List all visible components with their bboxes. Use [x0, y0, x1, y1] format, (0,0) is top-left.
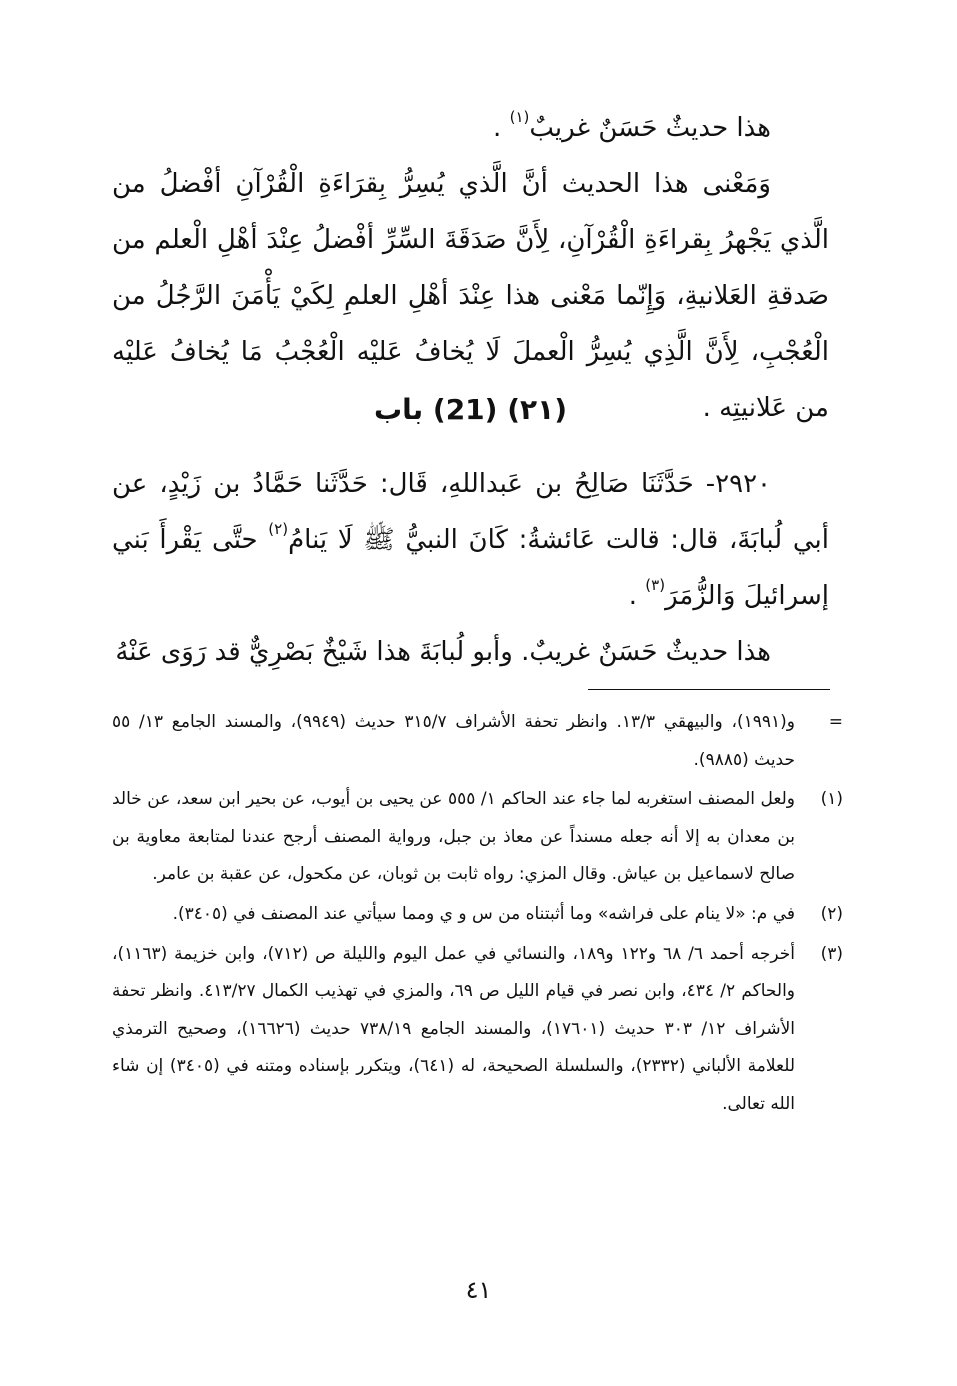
- footnote-text: في م: «لا ينام على فراشه» وما أثبتناه من س و ي ومما سيأتي عند المصنف في (٣٤٠٥).: [172, 903, 795, 924]
- footnote-separator: [588, 689, 830, 690]
- hadith-end: .: [628, 581, 646, 611]
- page-number: ٤١: [465, 1276, 492, 1304]
- footnote-text: أخرجه أحمد ٦/ ٦٨ و١٢٢ و١٨٩، والنسائي في عمل اليوم والليلة ص (٧١٢)، وابن خزيمة (١١٦٣)، والحاكم ٢/ ٤٣٤، وابن نصر في قيام الليل ص ٦٩، والمزي في تهذيب الكمال ٤١٣/٢٧. وانظر تحفة الأشراف ١٢/ ٣٠٣ حديث (١٧٦٠١)، والمسند الجامع ٧٣٨/١٩ حديث (١٦٦٢٦)، وصحيح الترمذي للعلامة الألباني (٢٣٣٢)، والسلسلة الصحيحة، له (٦٤١)، ويتكرر بإسناده ومتنه في (٣٤٠٥) إن شاء الله تعالى.: [112, 943, 796, 1114]
- chapter-heading: (٢١) (21) باب: [373, 393, 567, 426]
- explanation-paragraph: وَمَعْنى هذا الحديث أنَّ الَّذي يُسِرُّ بِقرَاءَةِ الْقُرْآنِ أفْضلُ من الَّذي يَجْهرُ بِقراءَةِ الْقُرْآنِ، لِأَنَّ صَدَقَةَ السِّرِّ أفْضلُ عِنْدَ أهْلِ الْعلم من صَدقةِ العَلانيةِ، وَإِنّما مَعْنى هذا عِنْدَ أهْلِ العلمِ لِكَيْ يَأْمَنَ الرَّجُلُ من الْعُجْبِ، لِأَنَّ الَّذِي يُسِرُّ الْعملَ لَا يُخافُ عَليْه الْعُجْبُ مَا يُخافُ عَليْه من عَلانيتِه .: [112, 169, 829, 423]
- footnote-ref-3: (٣): [645, 576, 666, 594]
- verdict-line: [112, 100, 829, 156]
- main-text-section-2: [112, 456, 829, 680]
- footnotes: [112, 704, 843, 1126]
- footnote-number: (٣): [820, 943, 843, 964]
- footnote-1: [112, 781, 843, 894]
- footnote-3: [112, 936, 843, 1124]
- footnote-number: (٢): [820, 903, 843, 924]
- hadith-text: ٢٩٢٠- حَدَّثَنَا صَالِحُ بن عَبداللهِ، قَال: حَدَّثَنا حَمَّادُ بن زَيْدٍ، عن أبي لُبابَةَ، قال: قالت عَائشةُ: كَانَ النبيُّ ﷺ لَا يَنامُ: [112, 469, 829, 555]
- footnote-number: (١): [820, 789, 843, 810]
- verdict-end: .: [493, 113, 510, 143]
- footnote-text: و(١٩٩١)، والبيهقي ١٣/٣. وانظر تحفة الأشراف ٣١٥/٧ حديث (٩٩٤٩)، والمسند الجامع ١٣/ ٥٥ حديث (٩٨٨٥).: [112, 712, 795, 770]
- footnote-text: ولعل المصنف استغربه لما جاء عند الحاكم ١/ ٥٥٥ عن يحيى بن أيوب، عن بحير ابن سعد، عن خالد بن معدان به إلا أنه جعله مسنداً عن معاذ بن جبل، ورواية المصنف أرجح عندنا لمتابعة معاوية بن صالح لاسماعيل بن عياش. وقال المزي: رواه ثابت بن ثوبان، عن مكحول، عن عقبة بن عامر.: [112, 789, 796, 885]
- footnote-marker: =: [828, 712, 843, 732]
- footnote-2: [112, 896, 843, 934]
- hadith-text-continued: حتَّى يَقْرأَ بَني إسرائيلَ وَالزُّمَرَ: [112, 525, 829, 611]
- footnote-continued: [112, 704, 843, 779]
- footnote-ref-1: (١): [509, 108, 530, 126]
- hadith-paragraph: [112, 456, 829, 624]
- footnote-ref-2: (٢): [268, 520, 289, 538]
- comment-paragraph: هذا حديثٌ حَسَنٌ غريبٌ. وأبو لُبابَةَ هذا شَيْخٌ بَصْرِيٌّ قد رَوَى عَنْهُ: [115, 637, 771, 667]
- verdict-text: هذا حديثٌ حَسَنٌ غريبٌ: [529, 113, 771, 143]
